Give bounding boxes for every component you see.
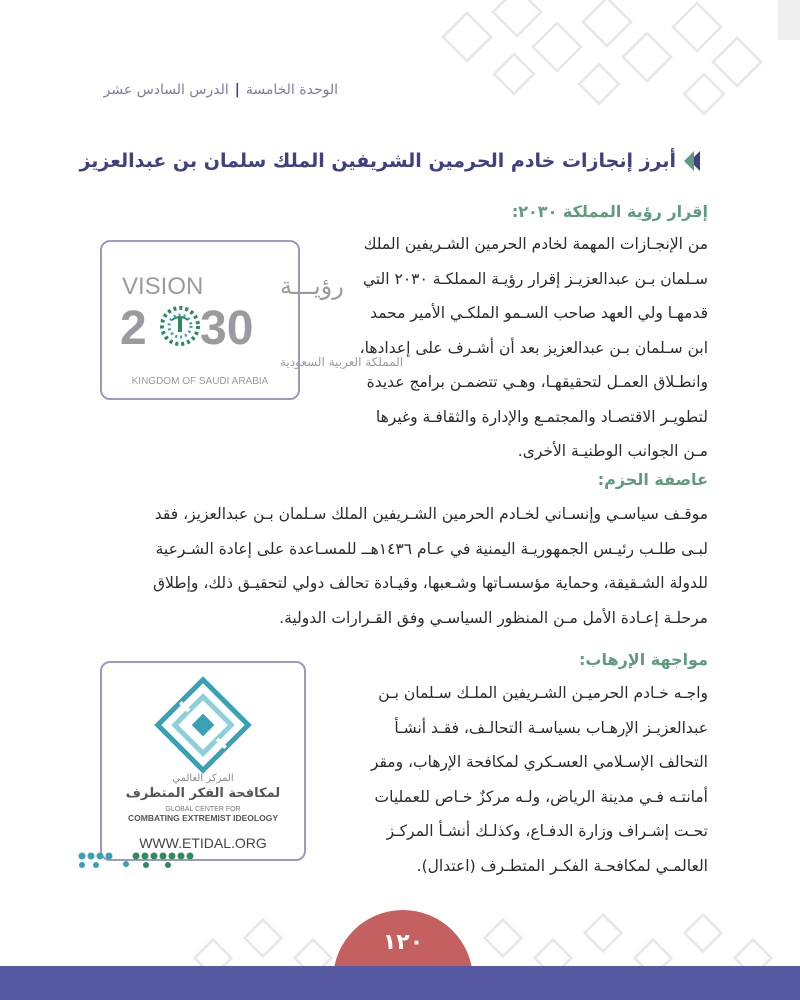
paragraph-line: عبدالعزيـز الإرهـاب بسياسـة التحالـف، فقـد أنشـأ (394, 718, 708, 737)
title-arrow-icon (684, 151, 700, 171)
paragraph-line: مرحلـة إعـادة الأمل مـن المنظور السياسـي وفق القـرارات الدولية. (279, 608, 708, 627)
unit-label: الوحدة الخامسة (245, 82, 338, 98)
footer-bar (0, 966, 800, 1000)
paragraph-line: ابن سـلمان بـن عبدالعزيز بعد أن أشـرف على إعدادها، (359, 338, 708, 357)
etidal-logo (100, 661, 306, 861)
section-heading-vision: إقرار رؤية المملكة ٢٠٣٠: (511, 202, 708, 221)
paragraph-line: لبـى طلـب رئيـس الجمهوريـة اليمنية في عـام ١٤٣٦هــ للمسـاعدة على إعادة الشـرعية (155, 539, 708, 558)
vision-arabic-kingdom: المملكة العربية السعودية (280, 355, 404, 369)
vision-logo-graphic (102, 242, 404, 398)
section-paragraph-terrorism (303, 676, 708, 883)
page-header (104, 82, 338, 98)
vision-year-right: 30 (200, 302, 254, 355)
paragraph-line: موقـف سياسـي وإنسـاني لخـادم الحرمين الشـريفين الملك سـلمان بـن عبدالعزيز، فقد (154, 505, 708, 523)
paragraph-line: أمانتـه فـي مدينة الرياض، ولـه مركزٌ خـاص للعمليات (374, 787, 708, 806)
main-title-text: أبرز إنجازات خادم الحرمين الشريفين الملك سلمان بن عبدالعزيز (79, 150, 676, 172)
etidal-url: WWW.ETIDAL.ORG (139, 835, 267, 851)
section-heading-terrorism: مواجهة الإرهاب: (579, 650, 708, 669)
lesson-label: الدرس السادس عشر (103, 82, 229, 98)
etidal-logo-graphic (102, 663, 304, 859)
paragraph-line: لتطويـر الاقتصـاد والمجتمـع والإدارة والثقافـة وغيرها (375, 407, 708, 426)
vision-english-word: VISION (122, 273, 204, 300)
vision-2030-logo (100, 240, 404, 400)
paragraph-line: مـن الجوانب الوطنيـة الأخرى. (517, 442, 708, 460)
paragraph-line: العالمـي لمكافحـة الفكـر المتطـرف (اعتدال). (416, 856, 708, 875)
etidal-emblem-icon (158, 680, 249, 771)
main-title (79, 150, 700, 172)
section-paragraph-decisive-storm (103, 497, 708, 635)
vision-year-left: 2 (120, 302, 147, 355)
page-number: ١٢٠ (382, 930, 424, 955)
vision-english-kingdom: KINGDOM OF SAUDI ARABIA (131, 376, 269, 387)
etidal-english-line1: GLOBAL CENTER FOR (165, 806, 241, 813)
paragraph-line: تحـت إشـراف وزارة الدفـاع، وكذلـك أنشـأ المركـز (386, 822, 708, 840)
paragraph-line: وانطـلاق العمـل لتحقيقهـا، وهـي تتضمـن برامج عديدة (366, 373, 708, 391)
etidal-english-line2: COMBATING EXTREMIST IDEOLOGY (127, 813, 279, 823)
paragraph-line: التحالف الإسـلامي العسـكري لمكافحة الإرهاب، ومقر (370, 753, 708, 771)
vision-emblem-icon (162, 308, 198, 344)
paragraph-line: قدمهـا ولي العهد صاحب السـمو الملكـي الأمير محمد (370, 304, 708, 322)
section-heading-decisive-storm: عاصفة الحزم: (597, 470, 708, 489)
vision-arabic-word: رؤيـــة (280, 272, 344, 300)
etidal-arabic-line2: لمكافحة الفكر المتطرف (125, 786, 281, 801)
paragraph-line: سـلمان بـن عبدالعزيـز إقرار رؤيـة المملكـة ٢٠٣٠ التي (362, 269, 708, 288)
etidal-arabic-line1: المركز العالمي (172, 773, 234, 784)
header-separator: | (234, 82, 240, 98)
paragraph-line: من الإنجـازات المهمة لخادم الحرمين الشـريفين الملك (363, 235, 708, 253)
section-paragraph-vision (303, 227, 708, 469)
decorative-dots (76, 850, 196, 872)
paragraph-line: واجـه خـادم الحرميـن الشـريفين الملـك سـلمان بـن (378, 684, 708, 702)
paragraph-line: للدولة الشـقيقة، وحماية مؤسسـاتها وشـعبها، وقيـادة تحالف دولي لتحقيـق ذلك، وإطلاق (152, 574, 708, 592)
